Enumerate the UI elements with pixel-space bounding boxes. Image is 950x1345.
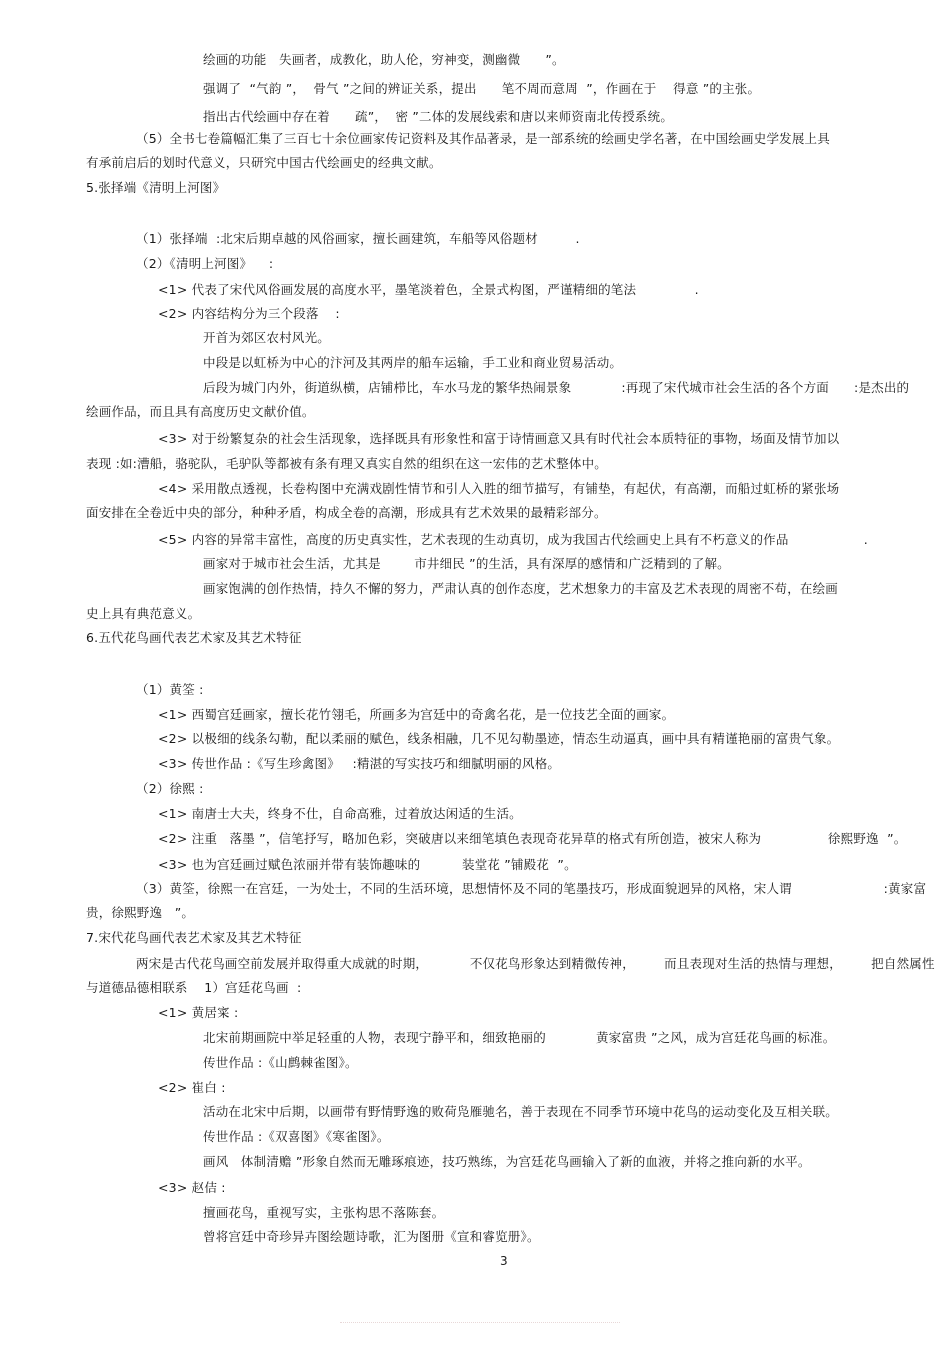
text-line: 两宋是古代花鸟画空前发展并取得重大成就的时期， 不仅花鸟形象达到精微传神， 而且表现对生活的热情与理想， 把自然属性	[136, 956, 935, 971]
text-line: 贵，徐熙野逸 ”。	[86, 905, 195, 920]
text-line: <3> 也为宫廷画过赋色浓丽并带有装饰趣味的 装堂花 ”铺殿花 ”。	[158, 857, 577, 872]
text-line: 史上具有典范意义。	[86, 606, 201, 621]
text-line: 绘画的功能 失画者，成教化，助人伦，穷神变，测幽微 ”。	[203, 52, 565, 67]
text-line: <5> 内容的异常丰富性，高度的历史真实性，艺术表现的生动真切，成为我国古代绘画史上具有不朽意义的作品 .	[158, 532, 868, 547]
text-line: （3）黄筌，徐熙一在宫廷，一为处士，不同的生活环境，思想情怀及不同的笔墨技巧，形成面貌迥异的风格，宋人谓 :黄家富	[136, 881, 927, 896]
text-line: 指出古代绘画中存在着 疏”， 密 ”二体的发展线索和唐以来师资南北传授系统。	[203, 109, 674, 124]
text-line: 传世作品 :《双喜图》《寒雀图》。	[203, 1129, 390, 1144]
text-line: 表现 :如:漕船，骆驼队，毛驴队等都被有条有理又真实自然的组织在这一宏伟的艺术整体中。	[86, 456, 607, 471]
text-line: <4> 采用散点透视，长卷构图中充满戏剧性情节和引人入胜的细节描写，有铺垫，有起伏，有高潮，而船过虹桥的紧张场	[158, 481, 840, 496]
text-line: 北宋前期画院中举足轻重的人物，表现宁静平和，细致艳丽的 黄家富贵 ”之风，成为宫廷花鸟画的标准。	[203, 1030, 836, 1045]
text-line: <3> 传世作品 :《写生珍禽图》 :精湛的写实技巧和细腻明丽的风格。	[158, 756, 561, 771]
text-line: <3> 赵佶 :	[158, 1180, 226, 1195]
text-line: <2> 内容结构分为三个段落 :	[158, 306, 340, 321]
text-line: 曾将宫廷中奇珍异卉图绘题诗歌，汇为图册《宣和睿览册》。	[203, 1229, 540, 1244]
text-line: （5）全书七卷篇幅汇集了三百七十余位画家传记资料及其作品著录，是一部系统的绘画史学名著，在中国绘画史学发展上具	[136, 131, 830, 146]
section-heading: 6.五代花鸟画代表艺术家及其艺术特征	[86, 630, 302, 645]
text-line: 开首为郊区农村风光。	[203, 330, 331, 345]
text-line: 绘画作品，而且具有高度历史文献价值。	[86, 404, 315, 419]
text-line: <2> 注重 落墨 ”，信笔抒写，略加色彩，突破唐以来细笔填色表现奇花异草的格式有所创造，被宋人称为 徐熙野逸 ”。	[158, 831, 907, 846]
text-line: 中段是以虹桥为中心的汴河及其两岸的船车运输，手工业和商业贸易活动。	[203, 355, 623, 370]
text-line: 后段为城门内外，街道纵横，店铺栉比，车水马龙的繁华热闹景象 :再现了宋代城市社会生活的各个方面 :是杰出的	[203, 380, 910, 395]
text-line: 画家饱满的创作热情，持久不懈的努力，严肃认真的创作态度，艺术想象力的丰富及艺术表现的周密不苟，在绘画	[203, 581, 839, 596]
text-line: <2> 崔白 :	[158, 1080, 226, 1095]
text-line: <1> 代表了宋代风俗画发展的高度水平，墨笔淡着色，全景式构图，严谨精细的笔法 .	[158, 282, 699, 297]
text-line: 擅画花鸟，重视写实，主张构思不落陈套。	[203, 1205, 445, 1220]
text-line: <2> 以极细的线条勾勒，配以柔丽的赋色，线条相融，几不见勾勒墨迹，情态生动逼真，画中具有精谨艳丽的富贵气象。	[158, 731, 840, 746]
text-line: 活动在北宋中后期，以画带有野情野逸的败荷凫雁驰名，善于表现在不同季节环境中花鸟的运动变化及互相关联。	[203, 1104, 839, 1119]
text-line: <1> 西蜀宫廷画家，擅长花竹翎毛，所画多为宫廷中的奇禽名花，是一位技艺全面的画家。	[158, 707, 675, 722]
text-line: 传世作品 :《山鹧棘雀图》。	[203, 1055, 358, 1070]
page-number: 3	[500, 1254, 508, 1268]
text-line: 有承前启后的划时代意义，只研究中国古代绘画史的经典文献。	[86, 155, 442, 170]
text-line: <1> 黄居寀 :	[158, 1005, 239, 1020]
text-line: 画风 体制清赡 ”形象自然而无雕琢痕迹，技巧熟练，为宫廷花鸟画输入了新的血液，并将之推向新的水平。	[203, 1154, 811, 1169]
text-line: （1）黄筌 :	[136, 682, 204, 697]
text-line: （1）张择端 :北宋后期卓越的风俗画家，擅长画建筑，车船等风俗题材 .	[136, 231, 580, 246]
text-line: <3> 对于纷繁复杂的社会生活现象，选择既具有形象性和富于诗情画意又具有时代社会本质特征的事物，场面及情节加以	[158, 431, 840, 446]
text-line: 与道德品德相联系 1）宫廷花鸟画 :	[86, 980, 302, 995]
text-line: <1> 南唐士大夫，终身不仕，自命高雅，过着放达闲适的生活。	[158, 806, 522, 821]
text-line: 画家对于城市社会生活，尤其是 市井细民 ”的生活，具有深厚的感情和广泛精到的了解。	[203, 556, 730, 571]
section-heading: 5.张择端《清明上河图》	[86, 180, 226, 195]
footer-divider	[340, 1322, 620, 1326]
text-line: 强调了 “气韵 ”， 骨气 ”之间的辨证关系，提出 笔不周而意周 ”，作画在于 得意 ”的主张。	[203, 81, 761, 96]
section-heading: 7.宋代花鸟画代表艺术家及其艺术特征	[86, 930, 302, 945]
text-line: 面安排在全卷近中央的部分，种种矛盾，构成全卷的高潮，形成具有艺术效果的最精彩部分。	[86, 505, 607, 520]
text-line: （2）《清明上河图》 :	[136, 256, 274, 271]
text-line: （2）徐熙 :	[136, 781, 204, 796]
